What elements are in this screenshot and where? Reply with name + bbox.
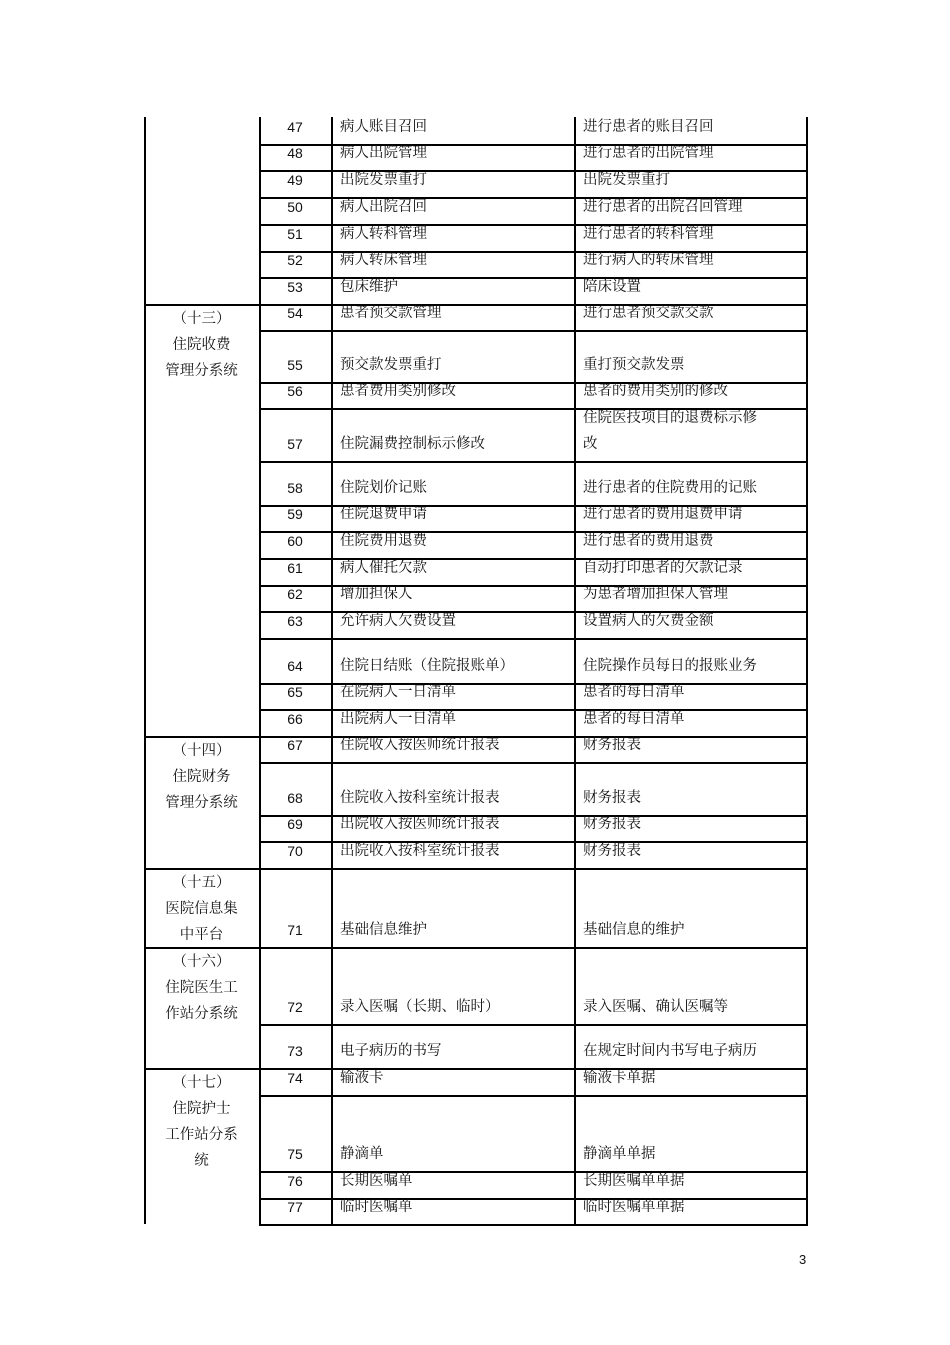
function-description-text: 为患者增加担保人管理 <box>583 586 728 602</box>
row-border <box>259 1224 808 1226</box>
function-description-text: 陪床设置 <box>583 279 641 295</box>
function-name-text: 基础信息维护 <box>340 922 427 938</box>
function-description-text: 进行患者的账目召回 <box>583 119 714 135</box>
section-label: （十五） 医院信息集 中平台 <box>165 875 238 943</box>
function-name <box>331 170 574 197</box>
function-name <box>331 1024 574 1068</box>
function-description-text: 自动打印患者的欠款记录 <box>583 560 743 576</box>
function-description <box>574 1198 806 1224</box>
function-description <box>574 1068 806 1095</box>
function-name-text: 静滴单 <box>340 1146 384 1162</box>
row-number: 49 <box>287 172 303 188</box>
row-number: 51 <box>287 226 303 242</box>
function-name-text: 病人账目召回 <box>340 119 427 135</box>
function-name <box>331 1068 574 1095</box>
function-name-text: 出院发票重打 <box>340 172 427 188</box>
function-name-text: 出院病人一日清单 <box>340 711 456 727</box>
row-number: 68 <box>287 790 303 806</box>
function-name <box>331 1198 574 1224</box>
section-label: （十七） 住院护士 工作站分系 统 <box>165 1075 238 1169</box>
function-name <box>331 1095 574 1171</box>
function-description-text: 财务报表 <box>583 816 641 832</box>
function-name-text: 出院收入按科室统计报表 <box>340 843 500 859</box>
function-name <box>331 330 574 382</box>
function-description-text: 进行患者的出院管理 <box>583 145 714 161</box>
function-description-text: 在规定时间内书写电子病历 <box>583 1043 757 1059</box>
function-description-text: 进行患者的转科管理 <box>583 226 714 242</box>
row-number: 48 <box>287 145 303 161</box>
function-description-text: 基础信息的维护 <box>583 922 685 938</box>
function-description-text: 进行患者的费用退费申请 <box>583 506 743 522</box>
function-description-text: 住院医技项目的退费标示修 改 <box>583 410 757 452</box>
row-number: 47 <box>287 119 303 135</box>
function-description <box>574 638 806 683</box>
row-number: 57 <box>287 436 303 452</box>
row-number: 55 <box>287 357 303 373</box>
function-name <box>331 736 574 762</box>
function-description-text: 财务报表 <box>583 790 641 806</box>
row-number: 54 <box>287 305 303 321</box>
function-name-text: 住院收入按医师统计报表 <box>340 737 500 753</box>
function-name-text: 预交款发票重打 <box>340 357 442 373</box>
function-name-text: 病人转床管理 <box>340 252 427 268</box>
row-number: 71 <box>287 922 303 938</box>
row-number: 66 <box>287 711 303 727</box>
function-description <box>574 461 806 505</box>
row-number: 64 <box>287 658 303 674</box>
table-right-border <box>806 117 808 1225</box>
row-number: 60 <box>287 533 303 549</box>
function-description-text: 出院发票重打 <box>583 172 670 188</box>
function-name-text: 在院病人一日清单 <box>340 684 456 700</box>
row-number: 72 <box>287 999 303 1015</box>
function-name-text: 临时医嘱单 <box>340 1199 413 1215</box>
function-description <box>574 947 806 1024</box>
row-number: 62 <box>287 586 303 602</box>
function-description <box>574 611 806 638</box>
row-number: 73 <box>287 1043 303 1059</box>
function-name-text: 患者预交款管理 <box>340 305 442 321</box>
function-name-text: 包床维护 <box>340 279 398 295</box>
row-number: 63 <box>287 613 303 629</box>
row-number: 56 <box>287 383 303 399</box>
function-name-text: 住院日结账（住院报账单） <box>340 658 514 674</box>
function-name-text: 患者费用类别修改 <box>340 383 456 399</box>
function-name-text: 病人转科管理 <box>340 226 427 242</box>
row-number: 70 <box>287 843 303 859</box>
function-description-text: 进行患者的住院费用的记账 <box>583 480 757 496</box>
function-description <box>574 330 806 382</box>
row-number: 77 <box>287 1199 303 1215</box>
function-name <box>331 304 574 330</box>
row-number: 74 <box>287 1070 303 1086</box>
function-name <box>331 382 574 408</box>
function-name <box>331 197 574 224</box>
function-description <box>574 197 806 224</box>
function-description <box>574 408 806 461</box>
row-number: 53 <box>287 279 303 295</box>
function-description <box>574 868 806 947</box>
function-description <box>574 1024 806 1068</box>
function-description <box>574 304 806 330</box>
row-number: 76 <box>287 1173 303 1189</box>
function-name <box>331 408 574 461</box>
function-name-text: 病人出院管理 <box>340 145 427 161</box>
function-description <box>574 841 806 868</box>
function-description-text: 长期医嘱单单据 <box>583 1173 685 1189</box>
function-description <box>574 762 806 815</box>
row-number: 69 <box>287 816 303 832</box>
function-description-text: 设置病人的欠费金额 <box>583 613 714 629</box>
row-number: 59 <box>287 506 303 522</box>
function-name-text: 病人催托欠款 <box>340 560 427 576</box>
function-description-text: 临时医嘱单单据 <box>583 1199 685 1215</box>
function-description-text: 录入医嘱、确认医嘱等 <box>583 999 728 1015</box>
table-left-border <box>144 117 146 1224</box>
row-number: 58 <box>287 480 303 496</box>
function-name-text: 住院漏费控制标示修改 <box>340 436 485 452</box>
row-number: 50 <box>287 199 303 215</box>
function-description-text: 患者的每日清单 <box>583 684 685 700</box>
function-name-text: 增加担保人 <box>340 586 413 602</box>
function-description-text: 进行患者的出院召回管理 <box>583 199 743 215</box>
function-name-text: 病人出院召回 <box>340 199 427 215</box>
function-description <box>574 736 806 762</box>
function-description-text: 输液卡单据 <box>583 1070 656 1086</box>
function-description-text: 患者的每日清单 <box>583 711 685 727</box>
function-description-text: 进行病人的转床管理 <box>583 252 714 268</box>
function-description <box>574 170 806 197</box>
section-label: （十三） 住院收费 管理分系统 <box>165 311 238 379</box>
function-description-text: 财务报表 <box>583 843 641 859</box>
row-number: 65 <box>287 684 303 700</box>
function-name-text: 住院划价记账 <box>340 480 427 496</box>
function-name <box>331 762 574 815</box>
function-description-text: 进行患者的费用退费 <box>583 533 714 549</box>
function-description-text: 患者的费用类别的修改 <box>583 383 728 399</box>
row-number: 52 <box>287 252 303 268</box>
function-name-text: 长期医嘱单 <box>340 1173 413 1189</box>
page-number: 3 <box>799 1252 807 1267</box>
function-name <box>331 531 574 558</box>
function-description-text: 进行患者预交款交款 <box>583 305 714 321</box>
function-name <box>331 868 574 947</box>
function-name <box>331 947 574 1024</box>
section-label: （十四） 住院财务 管理分系统 <box>165 743 238 811</box>
function-description <box>574 531 806 558</box>
row-number: 75 <box>287 1146 303 1162</box>
function-name-text: 录入医嘱（长期、临时） <box>340 999 500 1015</box>
function-description-text: 住院操作员每日的报账业务 <box>583 658 757 674</box>
function-description-text: 重打预交款发票 <box>583 357 685 373</box>
row-number: 61 <box>287 560 303 576</box>
section-label: （十六） 住院医生工 作站分系统 <box>165 954 238 1022</box>
function-name <box>331 611 574 638</box>
function-name-text: 允许病人欠费设置 <box>340 613 456 629</box>
function-name-text: 输液卡 <box>340 1070 384 1086</box>
function-description-text: 财务报表 <box>583 737 641 753</box>
function-name-text: 住院费用退费 <box>340 533 427 549</box>
function-name-text: 住院收入按科室统计报表 <box>340 790 500 806</box>
function-description-text: 静滴单单据 <box>583 1146 656 1162</box>
function-description <box>574 1095 806 1171</box>
function-name-text: 住院退费申请 <box>340 506 427 522</box>
function-name <box>331 638 574 683</box>
function-name-text: 出院收入按医师统计报表 <box>340 816 500 832</box>
function-name <box>331 841 574 868</box>
row-number: 67 <box>287 737 303 753</box>
function-name-text: 电子病历的书写 <box>340 1043 442 1059</box>
function-name <box>331 461 574 505</box>
